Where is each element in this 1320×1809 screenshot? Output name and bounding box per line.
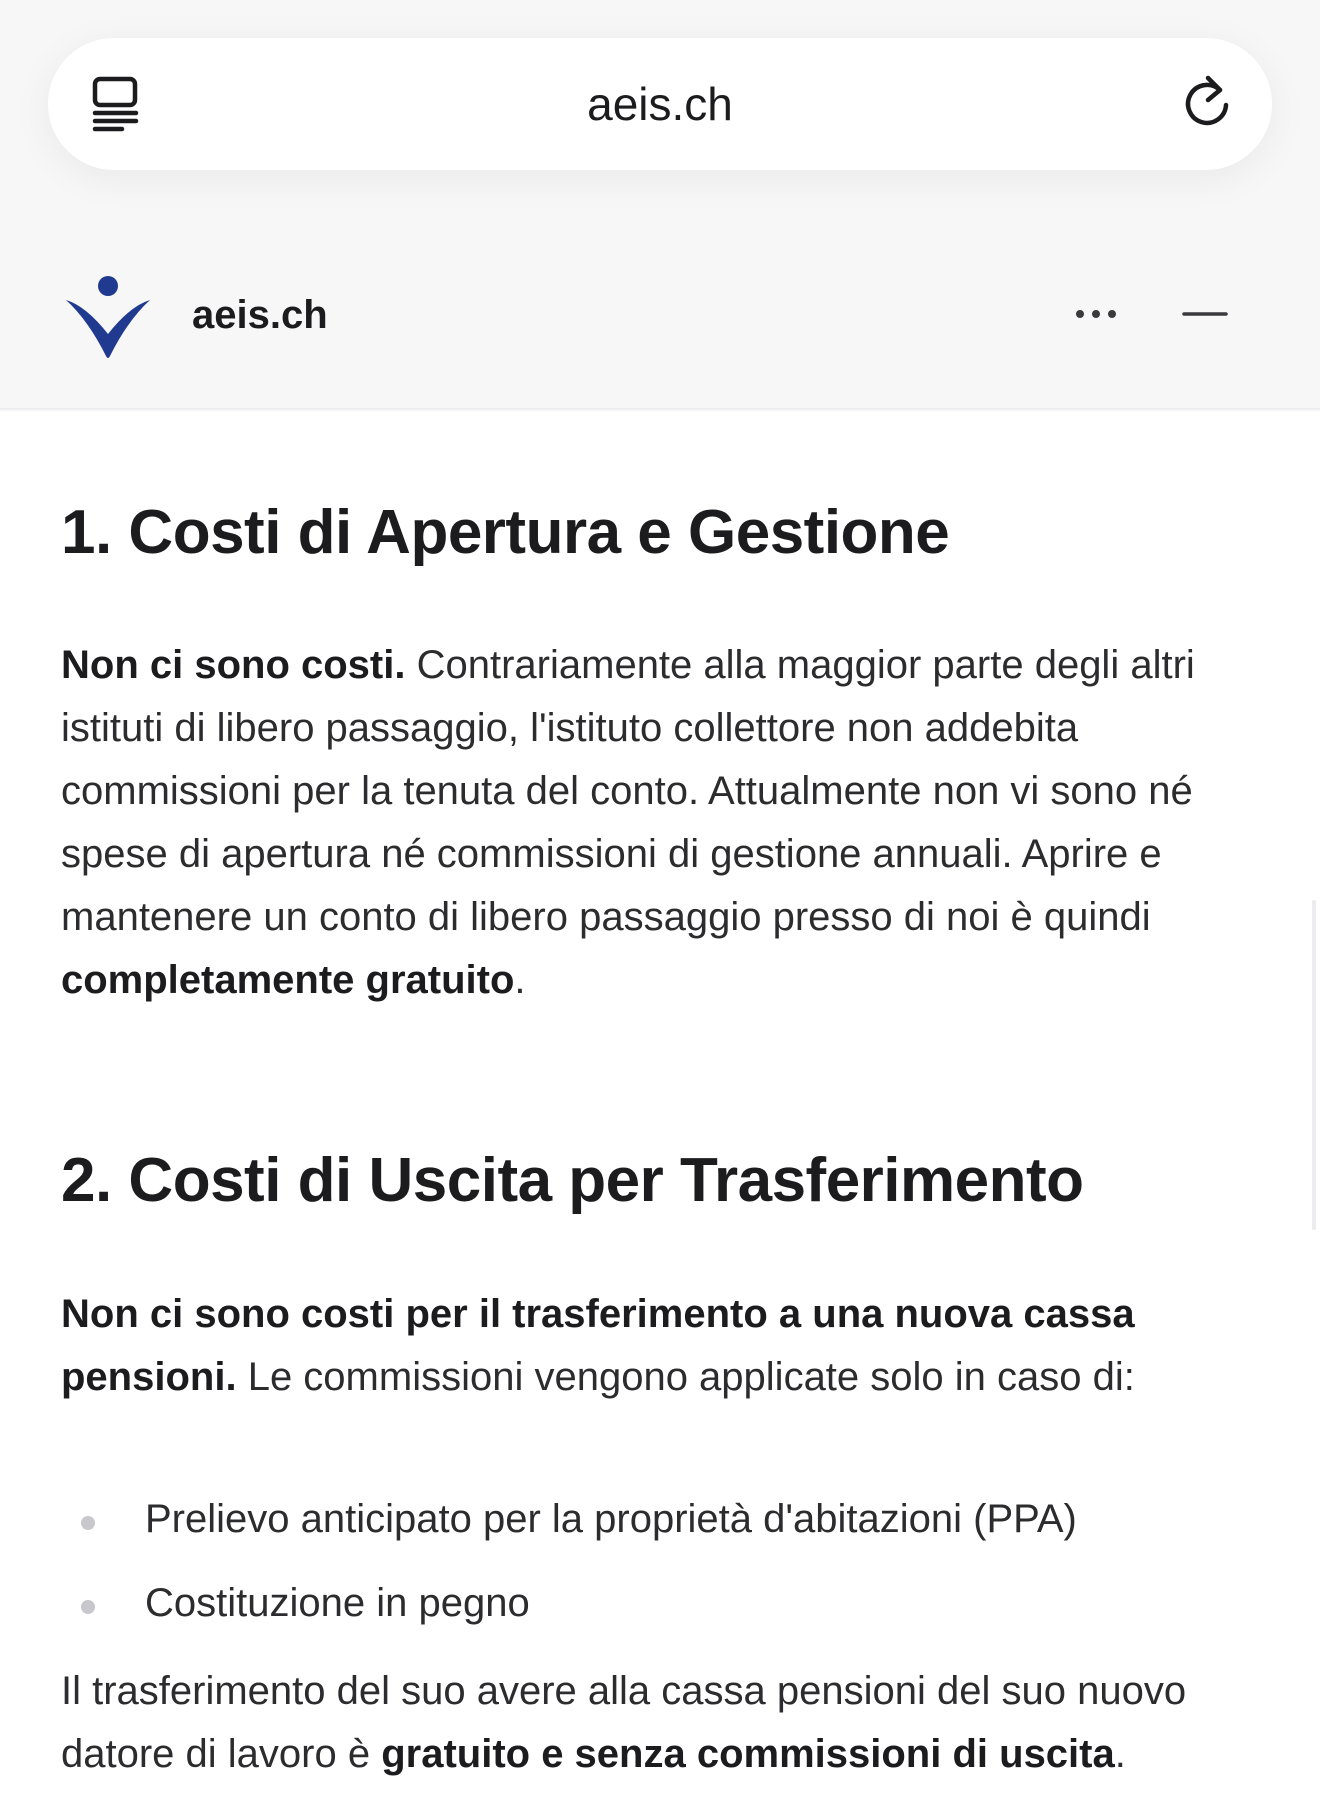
paragraph-text: Le commissioni vengono applicate solo in caso di: xyxy=(247,1355,1135,1399)
section-heading-exit-costs: 2. Costi di Uscita per Trasferimento xyxy=(61,1146,1084,1215)
paragraph-bold-end: completamente gratuito xyxy=(61,958,515,1002)
more-icon[interactable] xyxy=(1072,296,1124,332)
closing-period: . xyxy=(1114,1732,1126,1776)
closing-bold: gratuito e senza commissioni di uscita xyxy=(381,1732,1115,1776)
url-text[interactable]: aeis.ch xyxy=(587,78,733,130)
scrollbar[interactable] xyxy=(1312,900,1316,1230)
header-divider xyxy=(0,408,1320,412)
site-name: aeis.ch xyxy=(192,293,328,337)
bullet-icon xyxy=(81,1516,95,1530)
url-bar[interactable] xyxy=(48,38,1272,170)
reload-icon[interactable] xyxy=(1180,72,1234,132)
section-heading-opening-costs: 1. Costi di Apertura e Gestione xyxy=(61,498,950,567)
list-item-text: Costituzione in pegno xyxy=(145,1581,530,1625)
section-paragraph-opening-costs xyxy=(61,634,1261,1012)
aeis-logo-icon xyxy=(64,272,152,362)
minimize-icon[interactable] xyxy=(1180,296,1230,332)
tabs-icon[interactable] xyxy=(92,76,142,134)
closing-text: Il trasferimento del suo avere alla cassa pensioni del suo nuovo datore di lavoro è xyxy=(61,1669,1187,1776)
section-paragraph-exit-costs xyxy=(61,1283,1261,1409)
bullet-icon xyxy=(81,1600,95,1614)
section-closing-paragraph xyxy=(61,1660,1261,1786)
paragraph-bold-lead: Non ci sono costi. xyxy=(61,643,406,687)
paragraph-text: Contrariamente alla maggior parte degli altri istituti di libero passaggio, l'istituto collettore non addebita commissioni per la tenuta del conto. Attualmente non vi sono né spese di apertura né commissioni di gestione annuali. Aprire e mantenere un conto di libero passaggio presso di noi è quindi xyxy=(61,643,1195,939)
list-item-text: Prelievo anticipato per la proprietà d'abitazioni (PPA) xyxy=(145,1497,1077,1541)
paragraph-period: . xyxy=(514,958,526,1002)
paragraph-bold-lead: Non ci sono costi per il trasferimento a una nuova cassa pensioni. xyxy=(61,1292,1135,1399)
